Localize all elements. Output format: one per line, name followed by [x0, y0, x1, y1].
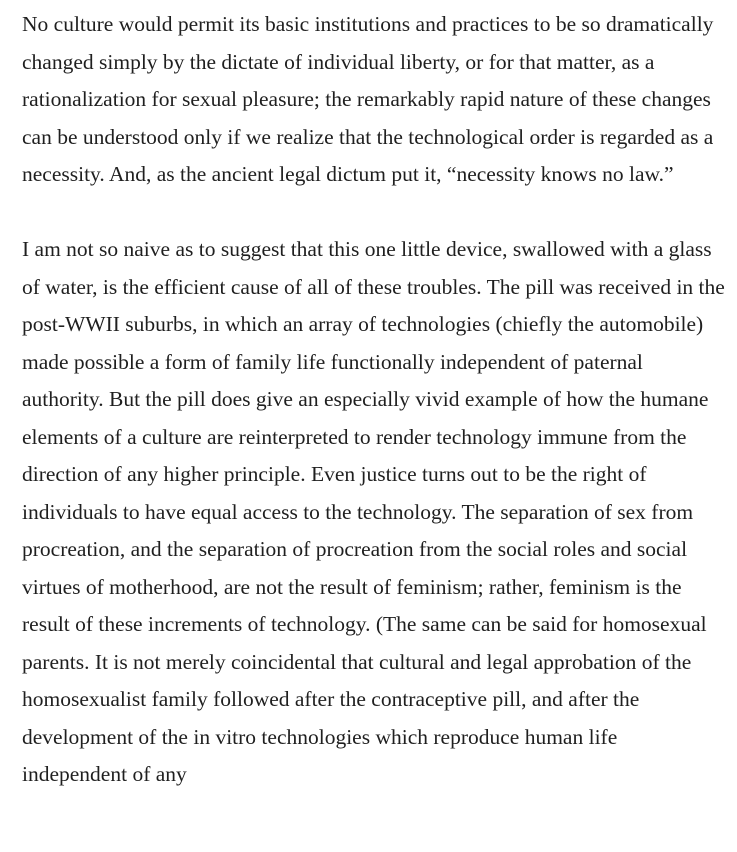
paragraph-pill: I am not so naive as to suggest that this one little device, swallowed with a glass of water, is the efficient cause of all of these troubles. The pill was received in the post-WWII suburbs, in which an array of technologies (chiefly the automobile) made possible a form of family life functionally independent of paternal authority. But the pill does give an especially vivid example of how the humane elements of a culture are reinterpreted to render technology immune from the direction of any higher principle. Even justice turns out to be the right of individuals to have equal access to the technology. The separation of sex from procreation, and the separation of procreation from the social roles and social virtues of motherhood, are not the result of feminism; rather, feminism is the result of these increments of technology. (The same can be said for homosexual parents. It is not merely coincidental that cultural and legal approbation of the homosexualist family followed after the contraceptive pill, and after the development of the in vitro technologies which reproduce human life independent of any [22, 237, 725, 786]
article-body [22, 6, 727, 831]
paragraph-necessity: No culture would permit its basic institutions and practices to be so dramatically changed simply by the dictate of individual liberty, or for that matter, as a rationalization for sexual pleasure; the remarkably rapid nature of these changes can be understood only if we realize that the technological order is regarded as a necessity. And, as the ancient legal dictum put it, “necessity knows no law.” [22, 12, 714, 186]
